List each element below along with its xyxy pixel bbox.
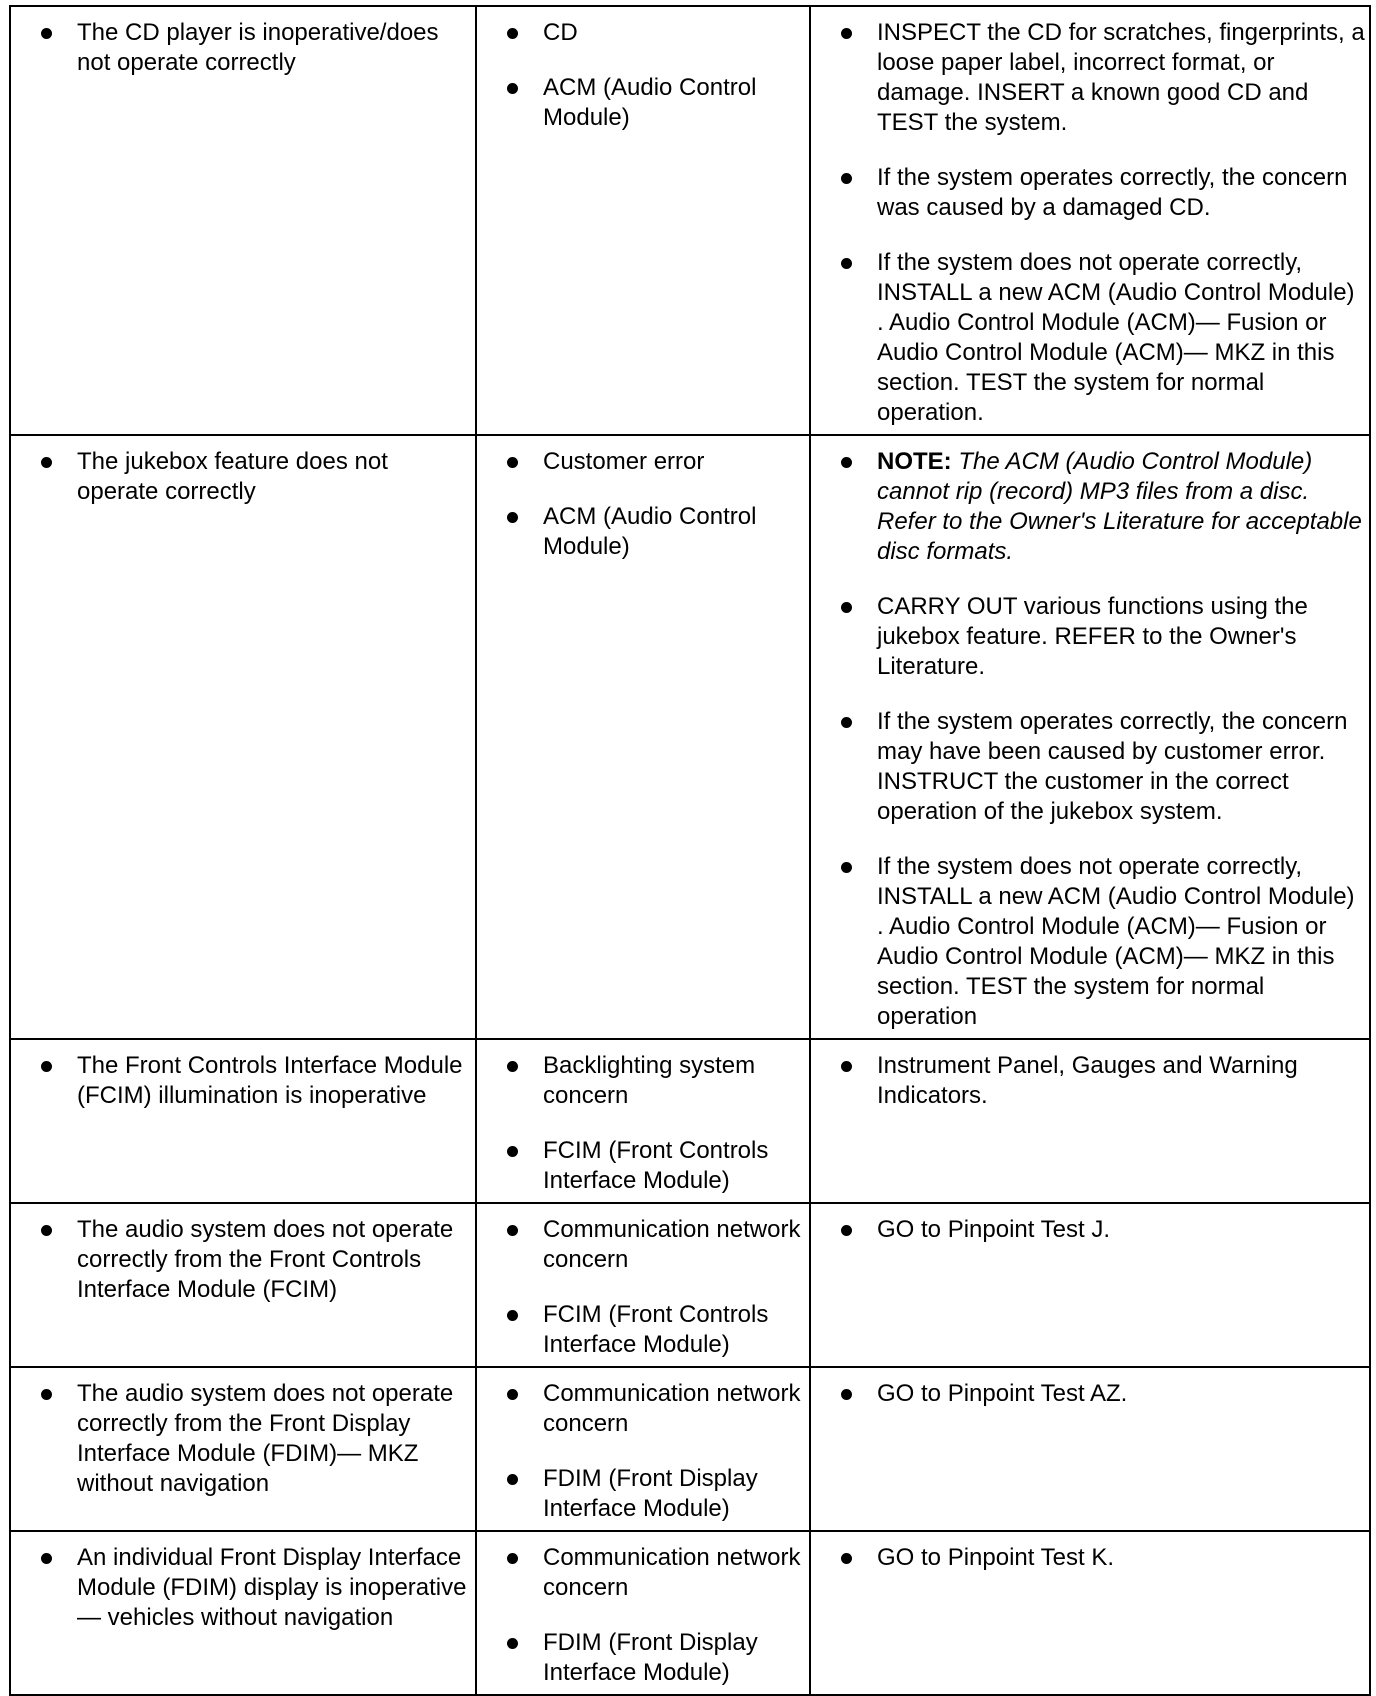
possible-source-item: ACM (Audio Control Module)	[495, 502, 805, 562]
possible-source-item: Customer error	[495, 447, 805, 477]
action-cell	[810, 1367, 1370, 1531]
action-item: INSPECT the CD for scratches, fingerprints, a loose paper label, incorrect format, or damage. INSERT a known good CD and TEST the system.	[829, 18, 1365, 138]
possible-source-item: Communication network concern	[495, 1379, 805, 1439]
action-item: GO to Pinpoint Test K.	[829, 1543, 1365, 1573]
symptom-item: The jukebox feature does not operate correctly	[29, 447, 471, 507]
table-row	[10, 1531, 1370, 1695]
action-cell	[810, 1203, 1370, 1367]
table-row	[10, 1203, 1370, 1367]
symptom-item: The CD player is inoperative/does not operate correctly	[29, 18, 471, 78]
possible-source-cell	[476, 435, 810, 1039]
symptom-cell	[10, 435, 476, 1039]
action-cell	[810, 1039, 1370, 1203]
action-cell	[810, 435, 1370, 1039]
possible-source-item: FCIM (Front Controls Interface Module)	[495, 1300, 805, 1360]
possible-source-item: CD	[495, 18, 805, 48]
symptom-cell	[10, 1531, 476, 1695]
possible-source-item: FDIM (Front Display Interface Module)	[495, 1464, 805, 1524]
action-item: If the system does not operate correctly, INSTALL a new ACM (Audio Control Module) . Audio Control Module (ACM)— Fusion or Audio Control Module (ACM)— MKZ in this section. TEST the system for normal operation	[829, 852, 1365, 1032]
symptom-item: An individual Front Display Interface Module (FDIM) display is inoperative— vehicles without navigation	[29, 1543, 471, 1633]
possible-source-cell	[476, 1531, 810, 1695]
table-row	[10, 435, 1370, 1039]
action-item: If the system operates correctly, the concern was caused by a damaged CD.	[829, 163, 1365, 223]
action-item: Instrument Panel, Gauges and Warning Indicators.	[829, 1051, 1365, 1111]
action-item: If the system does not operate correctly, INSTALL a new ACM (Audio Control Module) . Audio Control Module (ACM)— Fusion or Audio Control Module (ACM)— MKZ in this section. TEST the system for normal operation.	[829, 248, 1365, 428]
possible-source-item: Communication network concern	[495, 1543, 805, 1603]
symptom-item: The audio system does not operate correctly from the Front Controls Interface Module (FCIM)	[29, 1215, 471, 1305]
note-text: The ACM (Audio Control Module) cannot rip (record) MP3 files from a disc. Refer to the Owner's Literature for acceptable disc formats.	[877, 448, 1362, 565]
possible-source-item: Backlighting system concern	[495, 1051, 805, 1111]
symptom-cell	[10, 1367, 476, 1531]
possible-source-item: FDIM (Front Display Interface Module)	[495, 1628, 805, 1688]
action-item: GO to Pinpoint Test AZ.	[829, 1379, 1365, 1409]
possible-source-item: ACM (Audio Control Module)	[495, 73, 805, 133]
table-row	[10, 1039, 1370, 1203]
action-item: CARRY OUT various functions using the jukebox feature. REFER to the Owner's Literature.	[829, 592, 1365, 682]
symptom-item: The Front Controls Interface Module (FCIM) illumination is inoperative	[29, 1051, 471, 1111]
possible-source-cell	[476, 1367, 810, 1531]
symptom-cell	[10, 1039, 476, 1203]
possible-source-cell	[476, 1203, 810, 1367]
symptom-cell	[10, 6, 476, 435]
possible-source-cell	[476, 1039, 810, 1203]
table-row	[10, 6, 1370, 435]
possible-source-cell	[476, 6, 810, 435]
possible-source-item: FCIM (Front Controls Interface Module)	[495, 1136, 805, 1196]
action-cell	[810, 1531, 1370, 1695]
table-row	[10, 1367, 1370, 1531]
possible-source-item: Communication network concern	[495, 1215, 805, 1275]
symptom-item: The audio system does not operate correctly from the Front Display Interface Module (FDIM)— MKZ without navigation	[29, 1379, 471, 1499]
action-item: If the system operates correctly, the concern may have been caused by customer error. INSTRUCT the customer in the correct operation of the jukebox system.	[829, 707, 1365, 827]
action-item: GO to Pinpoint Test J.	[829, 1215, 1365, 1245]
symptom-chart-table	[9, 5, 1371, 1696]
action-item-note	[829, 447, 1365, 567]
symptom-cell	[10, 1203, 476, 1367]
action-cell	[810, 6, 1370, 435]
note-label: NOTE:	[877, 448, 952, 475]
